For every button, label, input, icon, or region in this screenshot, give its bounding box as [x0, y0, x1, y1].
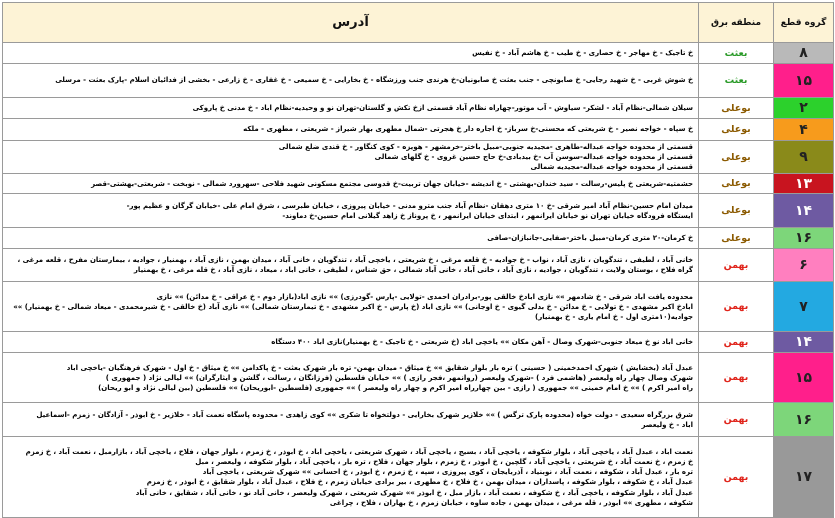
address-cell: خانی آباد ، لطیفی ، تندگویان ، نازی آباد ، نواب - خ جوادیه - خ قلعه مرغی ، خ شریعتی ، یاخچی آباد ، تندگویان ، خانی آباد ، میدان بهمن ، نازی آباد ، بهمنیار ، جوادیه ، بیمارستان مفرح ، قلعه مرغی ، گراه فلاح ، بوستان ولایت ، تندگویان ، جوادیه ، نازی آباد ، خانی آباد ، خانی آباد شمالی ، حق شناس ، لطیفی ، خانی اباد ، میعاد ، نازی آباد ، خ قله مرغی ، خ بهمنیار: [3, 249, 699, 282]
region-cell: بهمن: [699, 282, 774, 332]
table-row: [3, 332, 834, 353]
group-number-cell: ۱۶: [774, 228, 834, 249]
address-cell: خ تاجیک - خ مهاجر - خ حصاری - خ طیب - خ هاشم آباد - خ نفیس: [3, 43, 699, 64]
address-cell: شرق بزرگراه سعیدی - دولت خواه (محدوده پارک ترگس ) »» خلازیر شهرک بخارایی - دولتخواه تا شکری »» کوی زاهدی - محدوده پاسگاه نعمت آباد - خلازیر - خ ابوذر - آزادگان - زمزم -اسماعیل اباد - خ ولیعصر: [3, 403, 699, 437]
region-cell: بعثت: [699, 64, 774, 98]
table-header-row: [3, 3, 834, 43]
group-number-cell: ۱۵: [774, 353, 834, 403]
address-cell: خانی اباد نو خ میعاد جنوبی-شهرک وصال - آهن مکان »» یاخچی اباد (خ شریعتی - خ تاجیک - خ بهمنیار)نازی اباد ۴۰۰ دستگاه: [3, 332, 699, 353]
group-number-cell: ۲: [774, 98, 834, 119]
region-cell: بهمن: [699, 249, 774, 282]
region-cell: بوعلی: [699, 141, 774, 174]
address-cell: خ کرمان-۲۰ متری کرمان-مبیل باختر-صفایی-جانبازان-صافی: [3, 228, 699, 249]
address-cell: خ سپاه - خواجه نصیر - خ شریعتی که محسنی-خ سرباز- خ اجاره دار خ هجرتی -شمال مطهری بهار شیراز - شریعتی ، مطهری - ملکه: [3, 119, 699, 141]
table-row: [3, 437, 834, 518]
group-number-cell: ۱۴: [774, 194, 834, 228]
table-row: [3, 403, 834, 437]
region-cell: بعثت: [699, 43, 774, 64]
address-cell: محدوده یافت اباد شرقی - خ شادمهر »» نازی ابادخ خالقی پور-برادران احمدی -تولایی -پارس -گودرزی) »» نازی اباد(بازار دوم - خ عراقی - خ مدائن) »» نازی ابادخ اکبر مشهدی - خ تولایی - خ مدائن - خ بدلی گیوی - خ اوجانی) »» نازی اباد (خ پارس - خ اکبر مشهدی - خ تیمارستان شمالی) »» نازی آباد (خ خالقی - خ شیرمحمدی - میعاد شمالی - خ بهمنیار) »» جوادیه(۱۰متری اول - خ امام یاری - خ بهمنیار): [3, 282, 699, 332]
group-number-cell: ۱۴: [774, 332, 834, 353]
address-cell: سیلان شمالی-نظام آباد - لشکر- سیاوش - آب موتور-چهاراه نظام آباد قسمتی ازخ تکش و گلستان-تهران نو و وحیدیه-نظام اباد - خ مدنی خ پاروکی: [3, 98, 699, 119]
address-cell: نعمت اباد ، عبدل آباد ، یاخچی آباد ، بلوار شکوفه ، یاخچی آباد ، بسیج ، یاخچی آباد ، شهرک شریعتی ، یاخچی اباد ، خ ابوذر ، خ زمزم ، بلوار جهان ، فلاح ، یاخچی آباد ، بازارمبل ، نعمت آباد ، خ زمزم خ زمزم ، خ نعمت آباد ، خ شریعتی ، یاخچی آباد ، گلچین ، خ ابوذر ، خ زمزم ، بلوار جهان ، فلاح ، تره بار ، یاخچی آباد ، بلوار شکوفه ، ولیعصر ، مبل تره بار ، عبدل آباد ، شکوفه ، نعمت آباد ، نوبنیاد ، آذربایجان ، کوی پیروزی ، سپه ، خ زمزم ، خ ابوذر ، خ احسانی »» شهرک شریعتی ، یاخچی آباد عبدل آباد ، خ شکوفه ، بلوار شکوفه ، پاسداران ، میدان بهمن ، خ فلاح ، خ مطهری ، بیر برادی خیابان زمزم ، خ فلاح ، عبدل آباد ، بلوار شقایق ، خ ابوذر ، خ زمزم عبدل آباد ، بلوار شکوفه ، یاخچی آباد ، خ شکوفه ، نعمت آباد ، بازار مبل ، خ ابوذر »» شهرک شریعتی ، شهرک ولیعصر ، خانی آباد نو ، خانی آباد ، شقایق ، خانی آباد شکوفه ، مطهری »» ابوذر ، قله مرغی ، میدان بهمن ، جاده ساوه ، خیابان زمزم ، خ بهاران ، فلاح ، چراغی: [3, 437, 699, 518]
schedule-table-wrapper: [2, 2, 833, 509]
address-cell: حشمتیه-شریعتی خ پلیس-رسالت - سید خندان-بهشتی - خ اندیشه -خیابان جهان تربیت-خ قدوسی مجتمع مسکونی شهید فلاحی -سهرورد شمالی - نوبخت - شریعتی-بهشتی-قصر: [3, 174, 699, 194]
group-number-cell: ۱۷: [774, 437, 834, 518]
table-row: [3, 249, 834, 282]
group-number-cell: ۸: [774, 43, 834, 64]
address-cell: عبدل آباد (بخشایش ) شهرک احمدخمینی ( حسینی ) تره بار بلوار شقایق »» خ میثاق - میدان بهمن- تره بار شهرک بعثت - خ پاکدامن »» خ میثاق - خ اول - شهرک فرهنگیان -یاخچی اباد شهرک وصال چهار راه ولیعصر (هاشمی فرد ) -شهرک ولیعصر (روانمهر ،فجر رازی ) »» خیابان فلسطین (فرزانگان ، رسالت ، گلشن و ایثارگران) »» لیالی نژاد ( جمهوری ) راه امیر اکرم ) »» خ امام خمینی »» جمهوری ( رازی - بین چهارراه امیر اکرم و چهار راه ولیعصر ) »» جمهوری (فلسطین -ابوریحان) »» فلسطین (بین لیالی نژاد و ابو ریحان): [3, 353, 699, 403]
region-cell: بوعلی: [699, 228, 774, 249]
region-cell: بوعلی: [699, 174, 774, 194]
table-row: [3, 98, 834, 119]
group-number-cell: ۶: [774, 249, 834, 282]
group-number-cell: ۴: [774, 119, 834, 141]
table-row: [3, 194, 834, 228]
region-cell: بوعلی: [699, 194, 774, 228]
address-cell: قسمتی از محدوده خواجه عبداله-طاهری -مجیدیه جنوبی-مبیل باختر-خرمشهر - هویزه - کوی کنگاور - خ قندی ضلع شمالی قسمتی از محدوده خواجه عبداله-سوسن آب -خ بیدبادی-خ حاج حسین غروی - خ گلهای شمالی قسمتی از محدوده خواجه عبداله-مجیدیه شمالی: [3, 141, 699, 174]
region-cell: بهمن: [699, 353, 774, 403]
table-row: [3, 64, 834, 98]
group-number-cell: ۱۳: [774, 174, 834, 194]
region-cell: بوعلی: [699, 98, 774, 119]
group-number-cell: ۱۶: [774, 403, 834, 437]
header-group: گروه قطع: [774, 3, 834, 43]
table-body: [3, 43, 834, 518]
address-cell: میدان امام حسین-نظام آباد امیر شرقی -خ ۱۰ متری دهقان -نظام آباد جنب مترو مدنی - خیابان پیروزی ، خیابان طبرسی ، شرق امام علی -خیابان گرگان و عظیم پور- ایستگاه فرودگاه خیابان تهران نو خیابان ایرانمهر ، ابتدای خیابان ایرانمهر ، خ پروناز خ زاهد گیلانی امام حسین-خ دماوند-: [3, 194, 699, 228]
table-row: [3, 141, 834, 174]
group-number-cell: ۱۵: [774, 64, 834, 98]
table-row: [3, 119, 834, 141]
table-row: [3, 43, 834, 64]
region-cell: بوعلی: [699, 119, 774, 141]
header-address: آدرس: [3, 3, 699, 43]
table-row: [3, 174, 834, 194]
outage-schedule-table: [2, 2, 834, 518]
table-row: [3, 353, 834, 403]
table-row: [3, 282, 834, 332]
table-row: [3, 228, 834, 249]
region-cell: بهمن: [699, 332, 774, 353]
group-number-cell: ۷: [774, 282, 834, 332]
group-number-cell: ۹: [774, 141, 834, 174]
header-region: منطقه برق: [699, 3, 774, 43]
address-cell: خ شوش غربی - خ شهید رجایی- خ صابونچی - جنب بعثت خ صابونیان-خ هرندی جنب ورزشگاه - خ بخارایی - خ سمیعی - خ غفاری - خ زارعی - بخشی از فدائیان اسلام -پارک بعثت - مرسلی: [3, 64, 699, 98]
region-cell: بهمن: [699, 403, 774, 437]
region-cell: بهمن: [699, 437, 774, 518]
